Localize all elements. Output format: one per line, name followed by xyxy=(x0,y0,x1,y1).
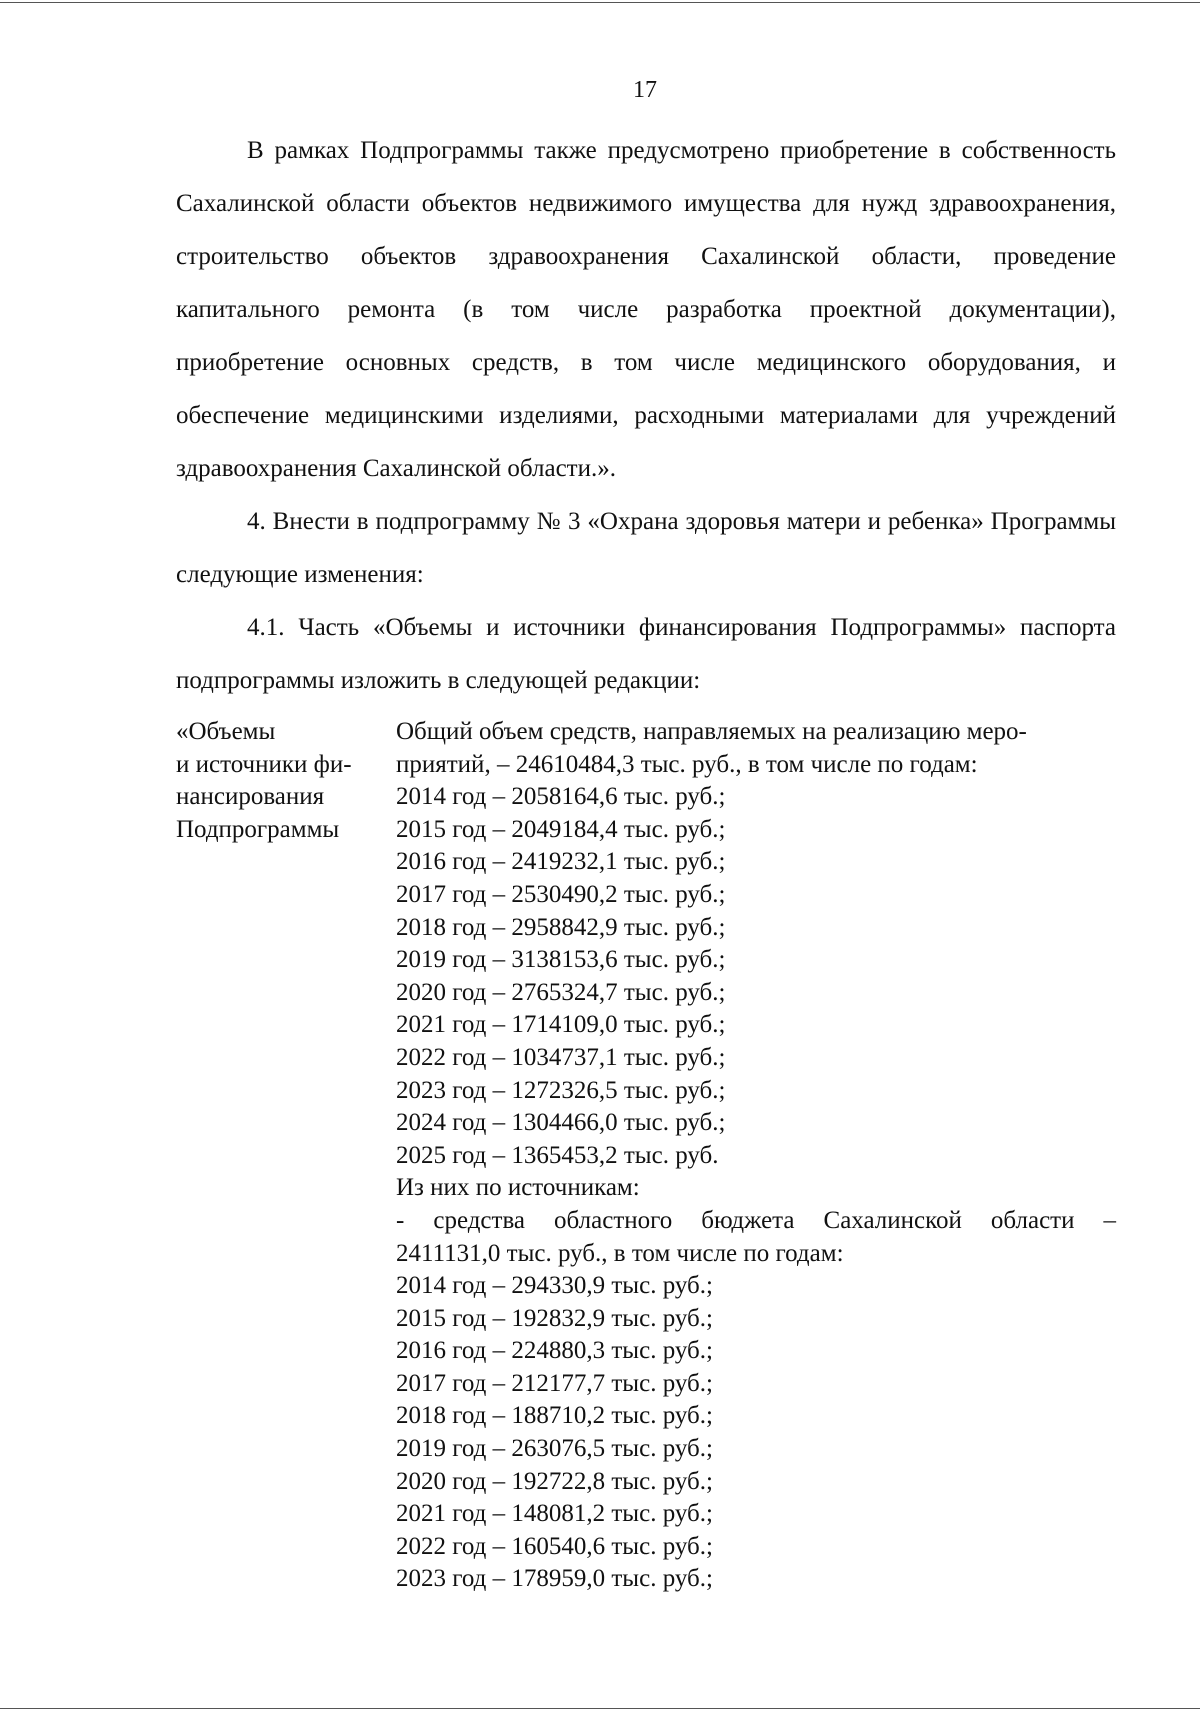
total-year-line: 2020 год – 2765324,7 тыс. руб.; xyxy=(396,978,726,1006)
regional-year-line: 2017 год – 212177,7 тыс. руб.; xyxy=(396,1369,713,1397)
regional-budget-line-2: 2411131,0 тыс. руб., в том числе по годам: xyxy=(396,1239,844,1267)
regional-budget-line-1: - средства областного бюджета Сахалинской области – xyxy=(396,1206,1116,1234)
financing-section-body xyxy=(396,716,1116,1596)
regional-year-line: 2014 год – 294330,9 тыс. руб.; xyxy=(396,1272,713,1300)
regional-year-line: 2020 год – 192722,8 тыс. руб.; xyxy=(396,1467,713,1495)
regional-year-line: 2015 год – 192832,9 тыс. руб.; xyxy=(396,1304,713,1332)
regional-year-line: 2023 год – 178959,0 тыс. руб.; xyxy=(396,1565,713,1593)
total-year-line: 2018 год – 2958842,9 тыс. руб.; xyxy=(396,913,726,941)
total-year-line: 2017 год – 2530490,2 тыс. руб.; xyxy=(396,880,726,908)
bottom-edge-line xyxy=(0,1708,1200,1709)
regional-year-line: 2018 год – 188710,2 тыс. руб.; xyxy=(396,1402,713,1430)
total-year-line: 2025 год – 1365453,2 тыс. руб. xyxy=(396,1141,719,1169)
total-year-line: 2016 год – 2419232,1 тыс. руб.; xyxy=(396,848,726,876)
total-year-line: 2023 год – 1272326,5 тыс. руб.; xyxy=(396,1076,726,1104)
total-year-line: 2014 год – 2058164,6 тыс. руб.; xyxy=(396,783,726,811)
total-year-line: 2015 год – 2049184,4 тыс. руб.; xyxy=(396,815,726,843)
document-body xyxy=(176,124,1116,1596)
total-year-line: 2022 год – 1034737,1 тыс. руб.; xyxy=(396,1043,726,1071)
financing-section xyxy=(176,716,1116,1596)
total-year-line: 2019 год – 3138153,6 тыс. руб.; xyxy=(396,946,726,974)
total-year-line: 2021 год – 1714109,0 тыс. руб.; xyxy=(396,1011,726,1039)
label-line: Подпрограммы xyxy=(176,815,340,843)
total-year-line: 2024 год – 1304466,0 тыс. руб.; xyxy=(396,1109,726,1137)
regional-year-line: 2021 год – 148081,2 тыс. руб.; xyxy=(396,1500,713,1528)
label-line: «Объемы xyxy=(176,718,276,745)
paragraph-acquisition: В рамках Подпрограммы также предусмотрено приобретение в собственность Сахалинской области объектов недвижимого имущества для нужд здравоохранения, строительство объектов здравоохранения Сахалинской области, проведение капитального ремонта (в том числе разработка проектной документации), приобретение основных средств, в том числе медицинского оборудования, и обеспечение медицинскими изделиями, расходными материалами для учреждений здравоохранения Сахалинской области.». xyxy=(176,137,1116,482)
label-line: нансирования xyxy=(176,783,325,811)
page-number: 17 xyxy=(633,77,657,103)
top-edge-line xyxy=(0,2,1200,3)
total-intro-line-1: Общий объем средств, направляемых на реализацию меро- xyxy=(396,718,1027,745)
regional-year-line: 2019 год – 263076,5 тыс. руб.; xyxy=(396,1435,713,1463)
label-line: и источники фи- xyxy=(176,750,352,778)
total-intro-line-2: приятий, – 24610484,3 тыс. руб., в том числе по годам: xyxy=(396,750,978,778)
paragraph-amend-subprogram-3: 4. Внести в подпрограмму № 3 «Охрана здоровья матери и ребенка» Программы следующие изменения: xyxy=(176,508,1116,588)
regional-year-line: 2016 год – 224880,3 тыс. руб.; xyxy=(396,1337,713,1365)
paragraph-4-1: 4.1. Часть «Объемы и источники финансирования Подпрограммы» паспорта подпрограммы изложить в следующей редакции: xyxy=(176,614,1116,694)
regional-year-line: 2022 год – 160540,6 тыс. руб.; xyxy=(396,1532,713,1560)
financing-section-label xyxy=(176,716,396,1596)
sources-heading: Из них по источникам: xyxy=(396,1174,640,1202)
